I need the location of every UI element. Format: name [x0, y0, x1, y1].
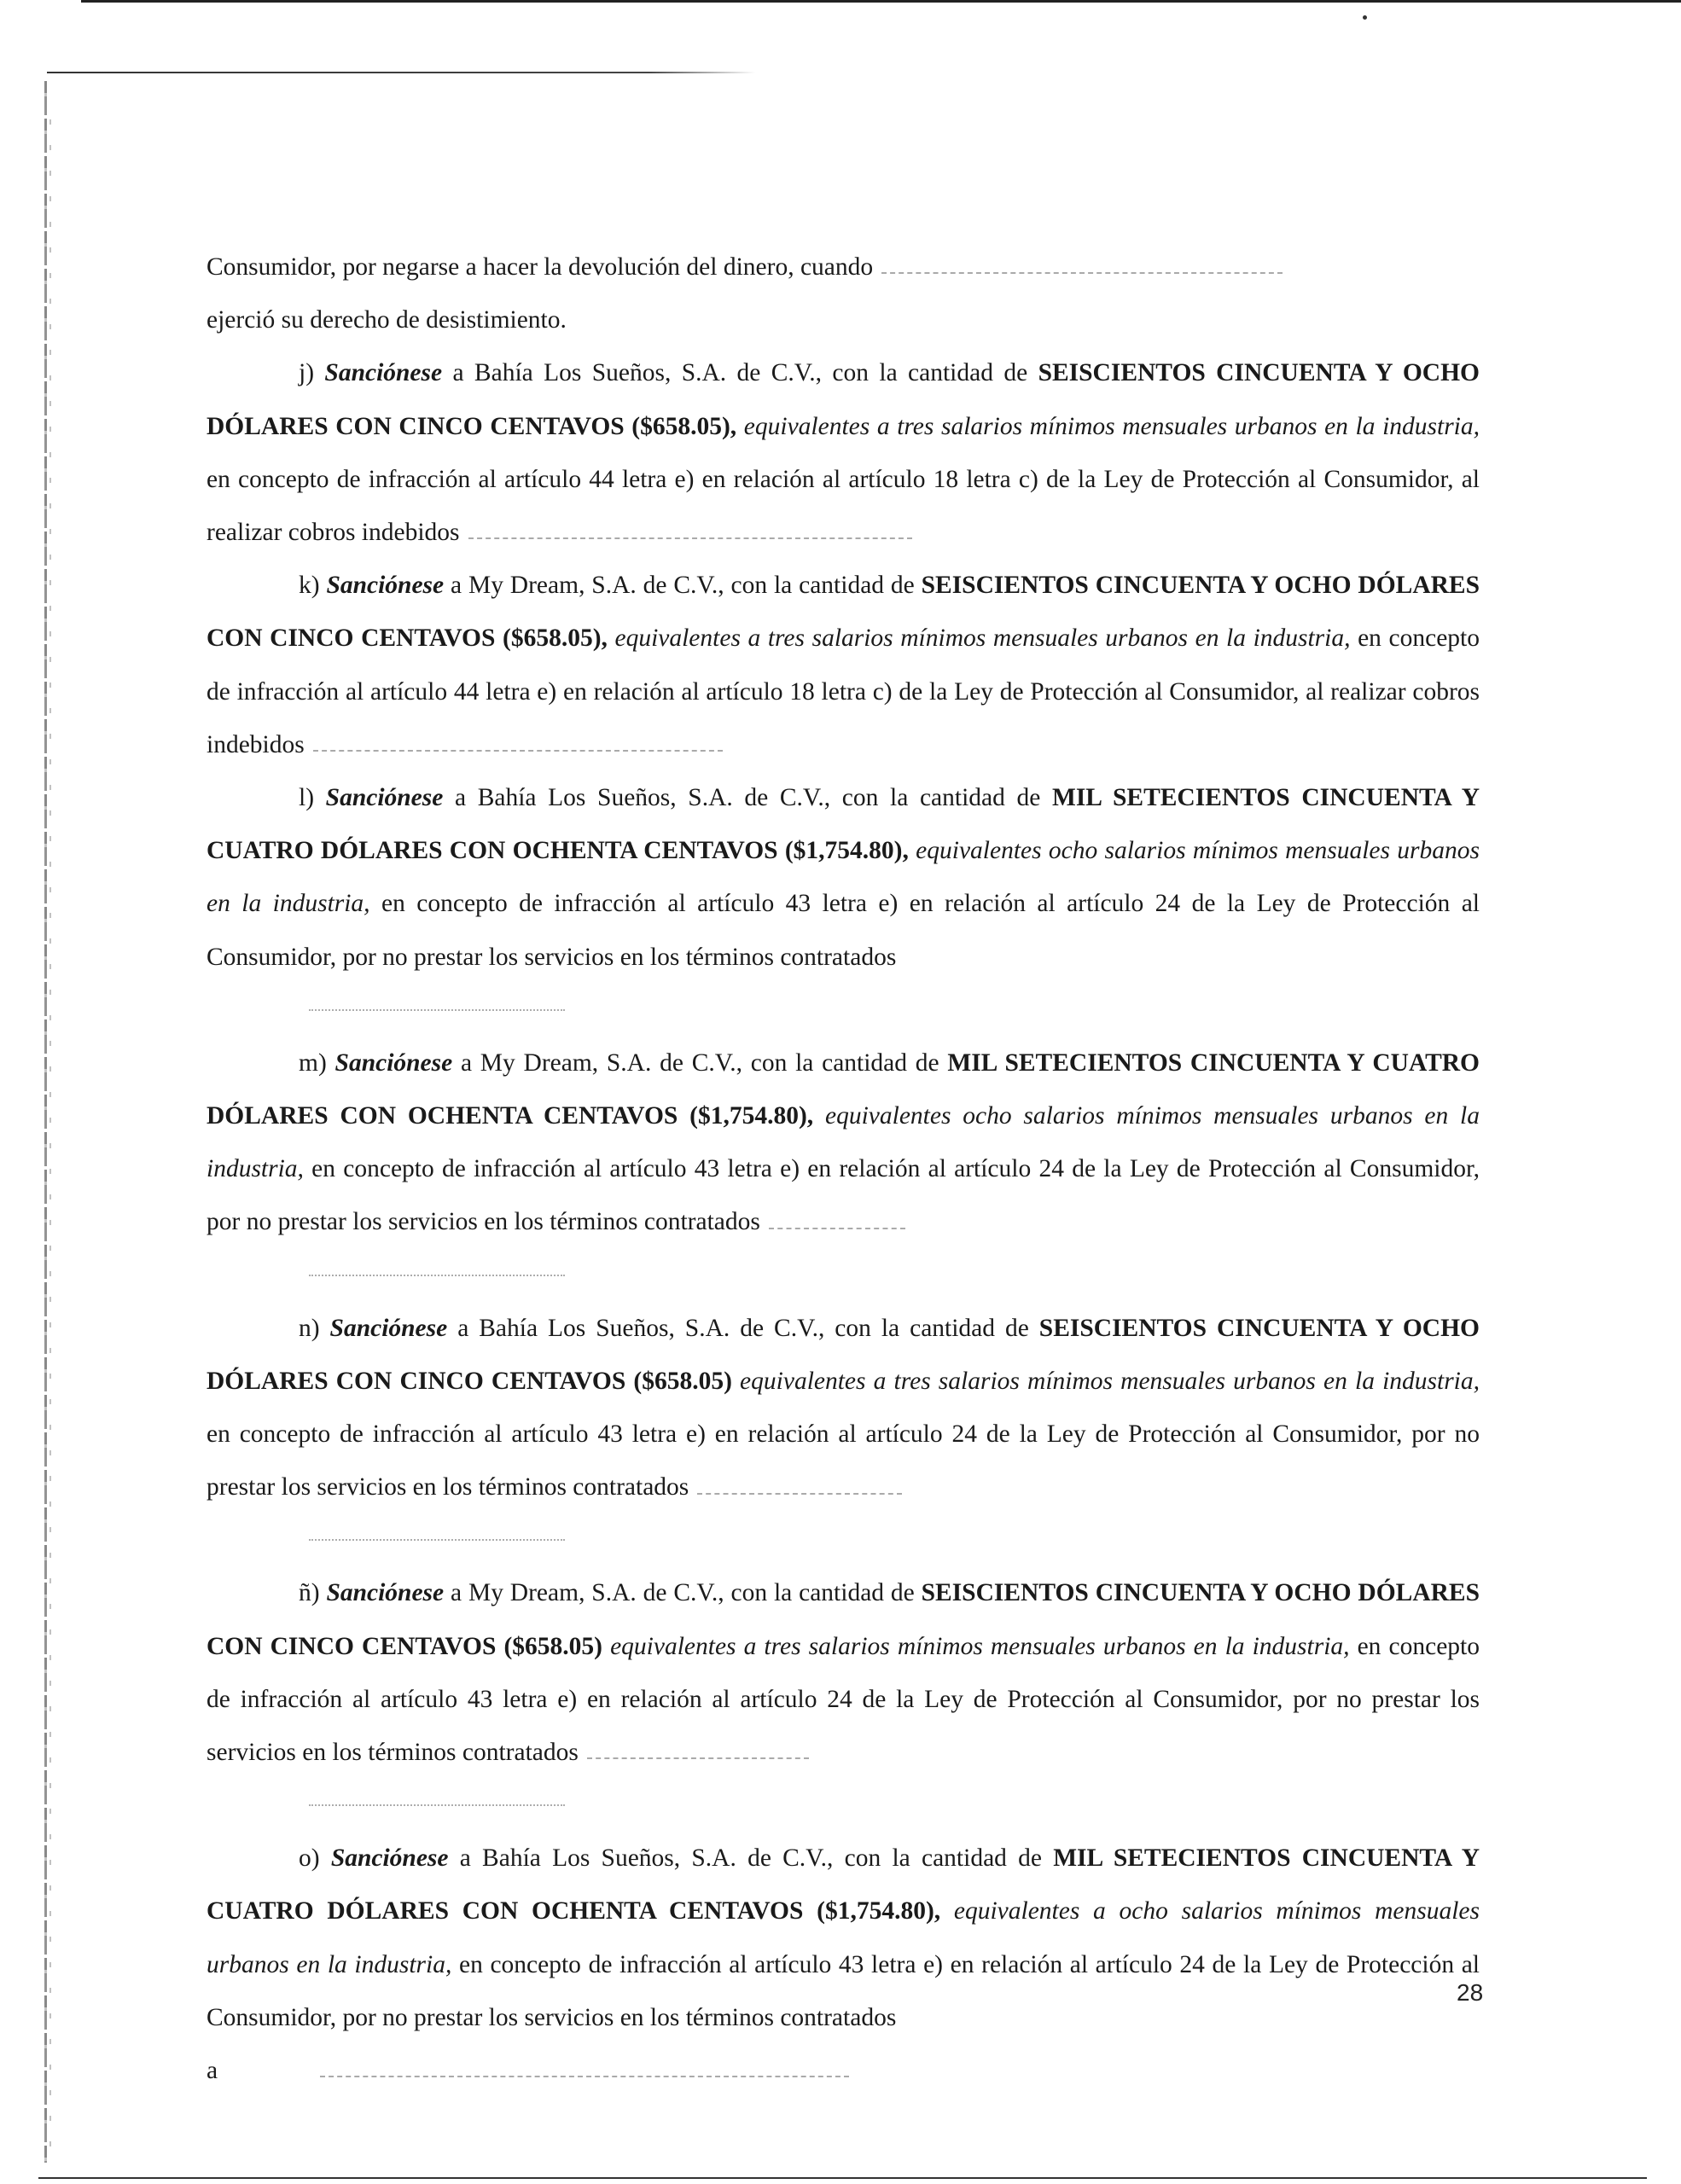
item-letter: o) [299, 1844, 320, 1873]
paragraph-text: en concepto de infracción al artículo 43 letra e) en relación al artículo 24 de la Ley de Protección al Consumidor, por no prestar los servicios en los términos contratados [206, 1155, 1480, 1236]
paragraph-text: Consumidor, por negarse a hacer la devolución del dinero, cuando [206, 253, 874, 281]
scan-speck [1363, 15, 1367, 20]
paragraph-i-tail [206, 241, 1480, 293]
paragraph-l [206, 771, 1480, 984]
redaction-scribble-line [206, 984, 1480, 1037]
salary-equivalence: equivalentes a tres salarios mínimos mensuales urbanos en la industria, [607, 624, 1351, 653]
scan-left-edge-shadow [49, 119, 51, 2150]
document-body [206, 241, 1480, 2097]
paragraph-n [206, 1302, 1480, 1514]
paragraph-text: en concepto de infracción al artículo 43 letra e) en relación al artículo 24 de la Ley de Protección al Consumidor, por no prestar los servicios en los términos contratados [206, 1632, 1480, 1767]
paragraph-text: ejerció su derecho de desistimiento. [206, 306, 567, 334]
fine-amount: MIL SETECIENTOS CINCUENTA Y CUATRO DÓLARES CON OCHENTA CENTAVOS ($1,754.80), [206, 1048, 1480, 1130]
salary-equivalence: equivalentes a tres salarios mínimos mensuales urbanos en la industria, [736, 412, 1480, 440]
paragraph-text: a My Dream, S.A. de C.V., con la cantidad de [444, 1579, 922, 1607]
bottom-edge-rule [38, 2177, 1647, 2179]
page-number: 28 [1457, 1979, 1484, 2006]
item-letter: k) [299, 572, 320, 600]
fine-amount: SEISCIENTOS CINCUENTA Y OCHO DÓLARES CON CINCO CENTAVOS ($658.05), [206, 359, 1480, 440]
sanction-verb: Sanciónese [326, 572, 445, 600]
sanction-verb: Sanciónese [329, 1314, 448, 1342]
paragraph-i-tail-end [206, 293, 1480, 346]
redaction-scribble [320, 2067, 849, 2077]
paragraph-j [206, 346, 1480, 559]
item-letter: j) [299, 359, 315, 387]
sanction-verb: Sanciónese [330, 1844, 449, 1873]
paragraph-k [206, 559, 1480, 771]
item-letter: n) [299, 1314, 320, 1342]
redaction-scribble [697, 1484, 902, 1495]
paragraph-o-tail [206, 2044, 1480, 2097]
paragraph-m [206, 1037, 1480, 1249]
scan-left-edge [44, 81, 47, 2163]
fine-amount: SEISCIENTOS CINCUENTA Y OCHO DÓLARES CON CINCO CENTAVOS ($658.05), [206, 572, 1480, 653]
paragraph-text: a My Dream, S.A. de C.V., con la cantidad de [444, 572, 922, 600]
salary-equivalence: equivalentes a tres salarios mínimos mensuales urbanos en la industria, [731, 1367, 1480, 1395]
sanction-verb: Sanciónese [324, 359, 443, 387]
redaction-scribble-line [206, 1249, 1480, 1302]
paragraph-text: a [206, 2057, 218, 2085]
salary-equivalence: equivalentes a ocho salarios mínimos mensuales urbanos en la industria, [206, 1897, 1480, 1978]
salary-equivalence: equivalentes a tres salarios mínimos mensuales urbanos en la industria, [602, 1632, 1350, 1660]
sanction-verb: Sanciónese [334, 1048, 453, 1077]
sanction-verb: Sanciónese [326, 1579, 445, 1607]
redaction-scribble-line [206, 1513, 1480, 1566]
item-letter: m) [299, 1048, 327, 1077]
paragraph-o [206, 1832, 1480, 2044]
item-letter: ñ) [299, 1579, 320, 1607]
salary-equivalence: equivalentes ocho salarios mínimos mensuales urbanos en la industria, [206, 837, 1480, 918]
top-edge-rule [81, 0, 1681, 3]
sanction-verb: Sanciónese [325, 784, 444, 812]
paragraph-text: en concepto de infracción al artículo 43 letra e) en relación al artículo 24 de la Ley de Protección al Consumidor, por no prestar los servicios en los términos contratados [206, 1950, 1480, 2031]
redaction-scribble [881, 264, 1283, 274]
paragraph-text: a Bahía Los Sueños, S.A. de C.V., con la cantidad de [443, 784, 1052, 812]
item-letter: l) [299, 784, 315, 812]
fine-amount: SEISCIENTOS CINCUENTA Y OCHO DÓLARES CON CINCO CENTAVOS ($658.05) [206, 1314, 1480, 1395]
paragraph-text: en concepto de infracción al artículo 43 letra e) en relación al artículo 24 de la Ley de Protección al Consumidor, por no prestar los servicios en los términos contratados [206, 890, 1480, 971]
paragraph-text: a Bahía Los Sueños, S.A. de C.V., con la cantidad de [442, 359, 1038, 387]
fine-amount: SEISCIENTOS CINCUENTA Y OCHO DÓLARES CON CINCO CENTAVOS ($658.05) [206, 1579, 1480, 1660]
paragraph-ñ [206, 1566, 1480, 1779]
paragraph-text: en concepto de infracción al artículo 44 letra e) en relación al artículo 18 letra c) de la Ley de Protección al Consumidor, al realizar cobros indebidos [206, 465, 1480, 547]
fine-amount: MIL SETECIENTOS CINCUENTA Y CUATRO DÓLARES CON OCHENTA CENTAVOS ($1,754.80), [206, 784, 1480, 865]
salary-equivalence: equivalentes ocho salarios mínimos mensuales urbanos en la industria, [206, 1102, 1480, 1183]
paragraph-text: a My Dream, S.A. de C.V., con la cantidad de [452, 1048, 948, 1077]
redaction-scribble [313, 741, 723, 752]
paragraph-text: en concepto de infracción al artículo 43 letra e) en relación al artículo 24 de la Ley de Protección al Consumidor, por no prestar los servicios en los términos contratados [206, 1420, 1480, 1502]
paragraph-text: a Bahía Los Sueños, S.A. de C.V., con la cantidad de [447, 1314, 1039, 1342]
redaction-scribble [769, 1219, 905, 1229]
redaction-scribble [587, 1749, 809, 1759]
paragraph-text: en concepto de infracción al artículo 44 letra e) en relación al artículo 18 letra c) de la Ley de Protección al Consumidor, al realizar cobros indebidos [206, 624, 1480, 758]
fine-amount: MIL SETECIENTOS CINCUENTA Y CUATRO DÓLARES CON OCHENTA CENTAVOS ($1,754.80), [206, 1844, 1480, 1926]
redaction-scribble-line [206, 1779, 1480, 1832]
paragraph-text: a Bahía Los Sueños, S.A. de C.V., con la cantidad de [448, 1844, 1054, 1873]
redaction-scribble [468, 529, 912, 539]
header-rule [47, 72, 755, 73]
